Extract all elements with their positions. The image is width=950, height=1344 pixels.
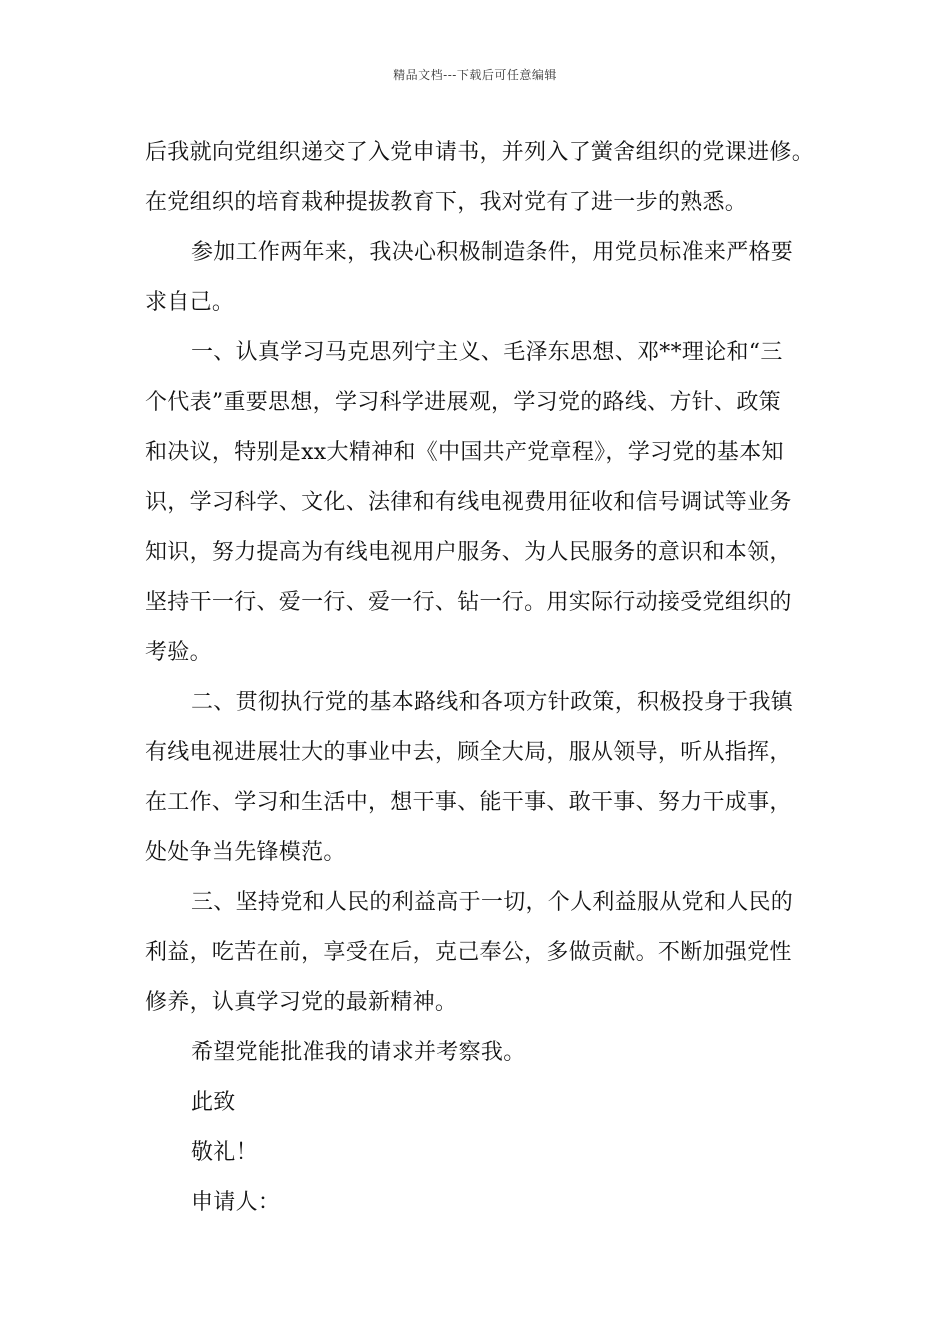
paragraph-start: 一、认真学习马克思列宁主义、毛泽东思想、邓**理论和“三	[191, 340, 783, 365]
text-line: 坚持干一行、爱一行、爱一行、钻一行。用实际行动接受党组织的	[145, 590, 792, 615]
text-line: 识，学习科学、文化、法律和有线电视费用征收和信号调试等业务	[145, 490, 792, 515]
text-line: 处处争当先锋模范。	[145, 840, 346, 865]
paragraph-start: 参加工作两年来，我决心积极制造条件，用党员标准来严格要	[191, 240, 794, 265]
text-line: 考验。	[145, 640, 212, 665]
text-line: 后我就向党组织递交了入党申请书，并列入了黉舍组织的党课进修。	[145, 140, 815, 165]
text-line: 在党组织的培育栽种提拔教育下，我对党有了进一步的熟悉。	[145, 190, 748, 215]
regards: 敬礼！	[191, 1140, 258, 1165]
text-line: 有线电视进展壮大的事业中去，顾全大局，服从领导，听从指挥，	[145, 740, 792, 765]
closing-request: 希望党能批准我的请求并考察我。	[191, 1040, 526, 1065]
text-line: 知识，努力提高为有线电视用户服务、为人民服务的意识和本领，	[145, 540, 792, 565]
salutation: 此致	[191, 1090, 236, 1115]
text-line: 和决议，特别是xx大精神和《中国共产党章程》，学习党的基本知	[145, 440, 784, 465]
text-line: 利益，吃苦在前，享受在后，克己奉公，多做贡献。不断加强党性	[145, 940, 792, 965]
document-body	[145, 128, 815, 1228]
paragraph-start: 三、坚持党和人民的利益高于一切，个人利益服从党和人民的	[191, 890, 794, 915]
text-line: 个代表”重要思想，学习科学进展观，学习党的路线、方针、政策	[145, 390, 781, 415]
page-header: 精品文档---下载后可任意编辑	[393, 68, 557, 82]
applicant-label: 申请人：	[191, 1190, 281, 1215]
text-line: 求自己。	[145, 290, 235, 315]
text-line: 修养，认真学习党的最新精神。	[145, 990, 458, 1015]
paragraph-start: 二、贯彻执行党的基本路线和各项方针政策，积极投身于我镇	[191, 690, 794, 715]
text-line: 在工作、学习和生活中，想干事、能干事、敢干事、努力干成事，	[145, 790, 792, 815]
